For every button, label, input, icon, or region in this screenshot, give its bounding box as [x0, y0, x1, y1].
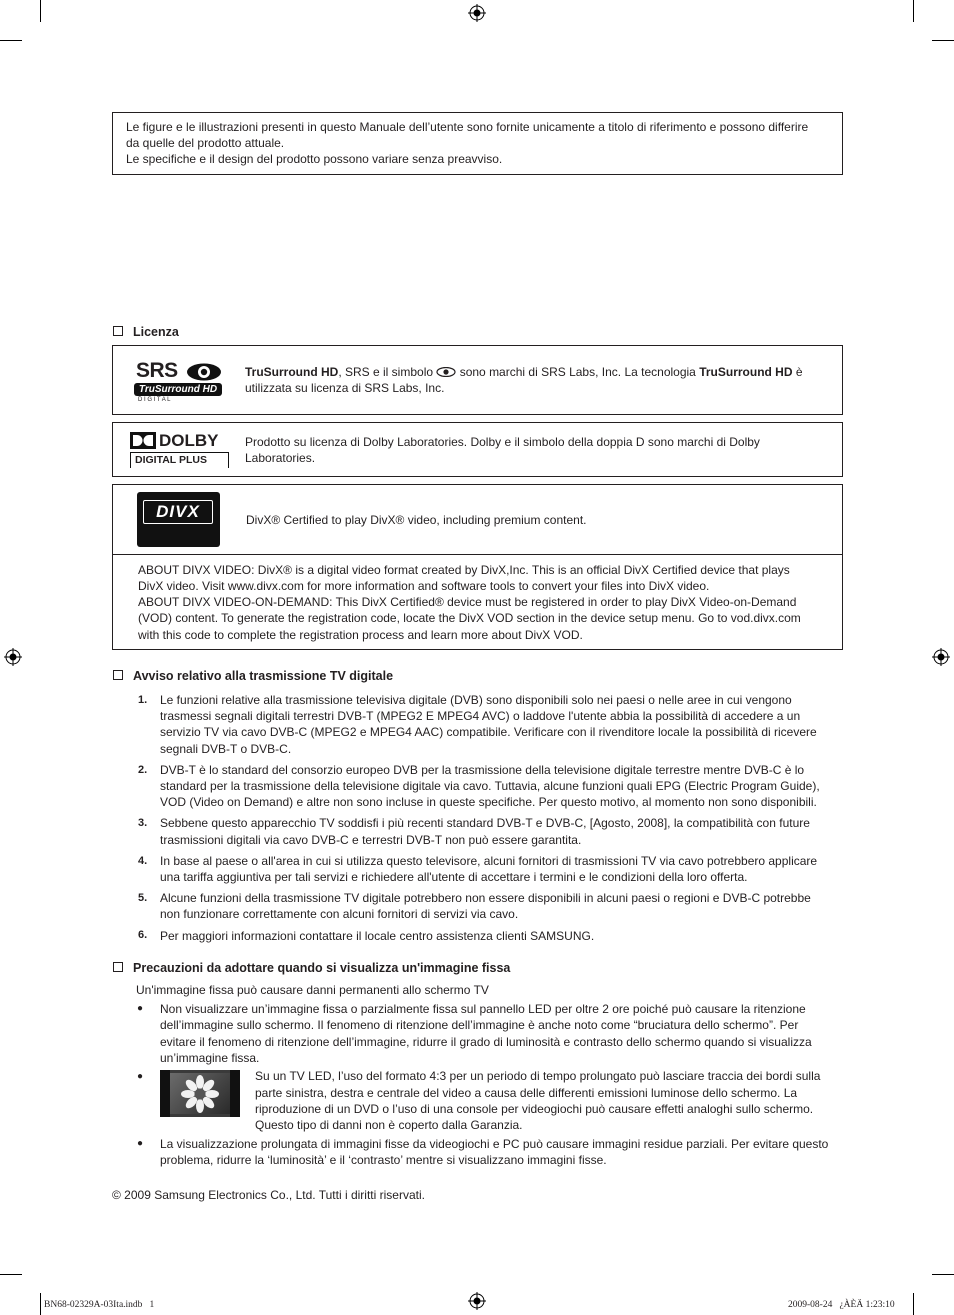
dolby-logo — [130, 431, 230, 469]
srs-text-line: utilizzata su licenza di SRS Labs, Inc. — [245, 381, 445, 395]
bullet-icon: ● — [137, 1003, 144, 1014]
divx-box-divider — [112, 554, 843, 555]
list-item-number: 6. — [138, 929, 148, 941]
registration-mark-icon — [468, 1292, 486, 1310]
list-item-line: trasmissioni digitali via cavo DVB-C e terrestri DVB-T non può essere garantita. — [160, 833, 582, 847]
bullet-line: problema, ridurre la ‘luminosità’ e il ‘contrasto’ mentre si visualizzano immagini fisse. — [160, 1153, 607, 1167]
trusurround-bold: TruSurround HD — [245, 365, 339, 379]
divx-logo — [137, 492, 220, 547]
srs-text-part: è — [792, 365, 803, 379]
section-heading-precauzioni — [113, 960, 510, 976]
list-item-number: 1. — [138, 694, 148, 706]
srs-text-line — [245, 364, 803, 380]
list-item-number: 5. — [138, 892, 148, 904]
registration-mark-icon — [932, 648, 950, 666]
list-item-number: 3. — [138, 817, 148, 829]
divx-about-line: with this code to complete the registration process and learn more about DivX VOD. — [138, 628, 583, 642]
crop-mark — [0, 1274, 22, 1275]
registration-mark-icon — [468, 4, 486, 22]
srs-text-part: sono marchi di SRS Labs, Inc. La tecnologia — [456, 365, 700, 379]
list-item-line: VOD (Video on Demand) e altre non sono incluse in queste specifiche. Per questo motivo, al momento non sono disponibili. — [160, 795, 817, 809]
list-item-number: 4. — [138, 855, 148, 867]
notice-line: Le figure e le illustrazioni presenti in questo Manuale dell’utente sono fornite unicamente a titolo di riferimento e possono differire — [126, 120, 809, 134]
bullet-line: Su un TV LED, l’uso del formato 4:3 per un periodo di tempo prolungato può lasciare traccia dei bordi sulla — [255, 1069, 821, 1083]
copyright-text: © 2009 Samsung Electronics Co., Ltd. Tutti i diritti riservati. — [112, 1188, 425, 1202]
bullet-line: riproduzione di un DVD o l’uso di una console per videogiochi può causare effetti analoghi sullo schermo. — [255, 1102, 814, 1116]
list-item-line: DVB-T è lo standard del consorzio europeo DVB per la trasmissione della televisione digitale terrestre mentre DVB-C è lo — [160, 763, 805, 777]
section-heading-licenza — [113, 324, 179, 340]
list-item-line: Sebbene questo apparecchio TV soddisfi i più recenti standard DVB-T e DVB-C, [Agosto, 2008], la compatibilità con future — [160, 816, 810, 830]
bullet-line: Questo tipo di danni non è coperto dalla Garanzia. — [255, 1118, 523, 1132]
dolby-logo-text: DOLBY — [159, 431, 219, 450]
bullet-line: un’immagine fissa. — [160, 1051, 260, 1065]
precauzioni-intro: Un'immagine fissa può causare danni permanenti allo schermo TV — [136, 983, 489, 997]
trusurround-bold: TruSurround HD — [699, 365, 793, 379]
list-item-line: Per maggiori informazioni contattare il locale centro assistenza clienti SAMSUNG. — [160, 929, 595, 943]
crop-mark — [913, 1293, 914, 1315]
list-item-line: una tariffa aggiuntiva per tali servizi e richiedere all'utente di accettare i termini e le condizioni della loro offerta. — [160, 870, 748, 884]
footer-file: BN68-02329A-03Ita.indb 1 — [44, 1300, 155, 1310]
bullet-line: La visualizzazione prolungata di immagini fisse da videogiochi e PC può causare immagini residue parziali. Per evitare questo — [160, 1137, 829, 1151]
srs-logo-text: SRS — [136, 359, 178, 382]
divx-about-line: (VOD) content. To generate the registration code, locate the DivX VOD section in the device setup menu. Go to vod.divx.com — [138, 611, 801, 625]
list-item-line: In base al paese o all'area in cui si utilizza questo televisore, alcuni fornitori di trasmissioni TV via cavo potrebbero applicare — [160, 854, 818, 868]
list-item-line: standard per la trasmissione della televisione digitale via cavo. Tuttavia, alcune funzioni quali EPG (Electric Program Guide), — [160, 779, 820, 793]
divx-cert-text: DivX® Certified to play DivX® video, including premium content. — [246, 513, 587, 527]
crop-mark — [0, 40, 22, 41]
checkbox-square-icon — [113, 326, 123, 336]
divx-about-line: ABOUT DIVX VIDEO: DivX® is a digital video format created by DivX,Inc. This is an official DivX Certified device that plays — [138, 563, 790, 577]
list-item-line: trasmessi segnali digitali terrestri DVB-T (MPEG2 E MPEG4 AVC) o laddove l'utente abbia la possibilità di accedere a un — [160, 709, 801, 723]
list-item-line: servizio TV via cavo DVB-C (MPEG2 e MPEG4 AAC) compatibile. Verificare con il rivenditore locale la possibilità di ricevere — [160, 725, 817, 739]
divx-logo-text: DIVX — [156, 502, 200, 521]
crop-mark — [913, 0, 914, 22]
divx-about-line: ABOUT DIVX VIDEO-ON-DEMAND: This DivX Certified® device must be registered in order to play DivX Video-on-Demand — [138, 595, 797, 609]
heading-text: Licenza — [133, 325, 179, 339]
notice-line: Le specifiche e il design del prodotto possono variare senza preavviso. — [126, 152, 503, 166]
checkbox-square-icon — [113, 670, 123, 680]
divx-about-line: DivX video. Visit www.divx.com for more information and software tools to convert your files into DivX video. — [138, 579, 710, 593]
footer-datetime: 2009-08-24 ¿ÀÈÄ 1:23:10 — [788, 1300, 895, 1310]
bullet-line: parte sinistra, destra e centrale del video a causa delle differenti emissioni luminose dello schermo. La — [255, 1086, 798, 1100]
notice-line: da quelle del prodotto attuale. — [126, 136, 285, 150]
bullet-icon: ● — [137, 1138, 144, 1149]
bullet-line: evitare il fenomeno di ritenzione dell’immagine, ridurre il grado di luminosità e contrasto dello schermo quando si visualizza — [160, 1035, 812, 1049]
registration-mark-icon — [4, 648, 22, 666]
srs-logo-digital: D I G I T A L — [138, 397, 171, 403]
checkbox-square-icon — [113, 962, 123, 972]
list-item-number: 2. — [138, 764, 148, 776]
crop-mark — [932, 40, 954, 41]
dolby-text-line: Prodotto su licenza di Dolby Laboratories. Dolby e il simbolo della doppia D sono marchi di Dolby — [245, 435, 760, 449]
list-item-line: Le funzioni relative alla trasmissione televisiva digitale (DVB) sono disponibili solo nei paesi o nelle aree in cui vengono — [160, 693, 792, 707]
dolby-text-line: Laboratories. — [245, 451, 316, 465]
dolby-double-d-icon — [130, 432, 156, 449]
dolby-logo-sub: DIGITAL PLUS — [135, 454, 207, 466]
srs-text-part: , SRS e il simbolo — [338, 365, 437, 379]
heading-text: Avviso relativo alla trasmissione TV digitale — [133, 669, 394, 683]
bullet-icon: ● — [137, 1071, 144, 1082]
flower-image-icon — [181, 1075, 219, 1113]
srs-logo — [134, 360, 226, 406]
crop-mark — [40, 0, 41, 22]
section-heading-avviso — [113, 668, 393, 684]
crop-mark — [932, 1274, 954, 1275]
tv-still-image — [160, 1070, 240, 1117]
crop-mark — [40, 1293, 41, 1315]
srs-circle-logo-icon — [186, 363, 222, 381]
srs-logo-sub: TruSurround HD — [134, 383, 222, 396]
list-item-line: non funzionare correttamente con alcuni fornitori di servizi via cavo. — [160, 907, 519, 921]
heading-text: Precauzioni da adottare quando si visualizza un'immagine fissa — [133, 961, 511, 975]
list-item-line: segnali DVB-T o DVB-C. — [160, 742, 292, 756]
srs-symbol-icon — [436, 367, 456, 377]
bullet-line: Non visualizzare un’immagine fissa o parzialmente fissa sul pannello LED per oltre 2 ore poiché può causare la ritenzione — [160, 1002, 806, 1016]
bullet-line: dell’immagine sullo schermo. Il fenomeno di ritenzione dell’immagine è anche noto come “bruciatura dello schermo”. Per — [160, 1018, 799, 1032]
list-item-line: Alcune funzioni della trasmissione TV digitale potrebbero non essere disponibili in alcuni paesi o regioni e DVB-C potrebbe — [160, 891, 811, 905]
